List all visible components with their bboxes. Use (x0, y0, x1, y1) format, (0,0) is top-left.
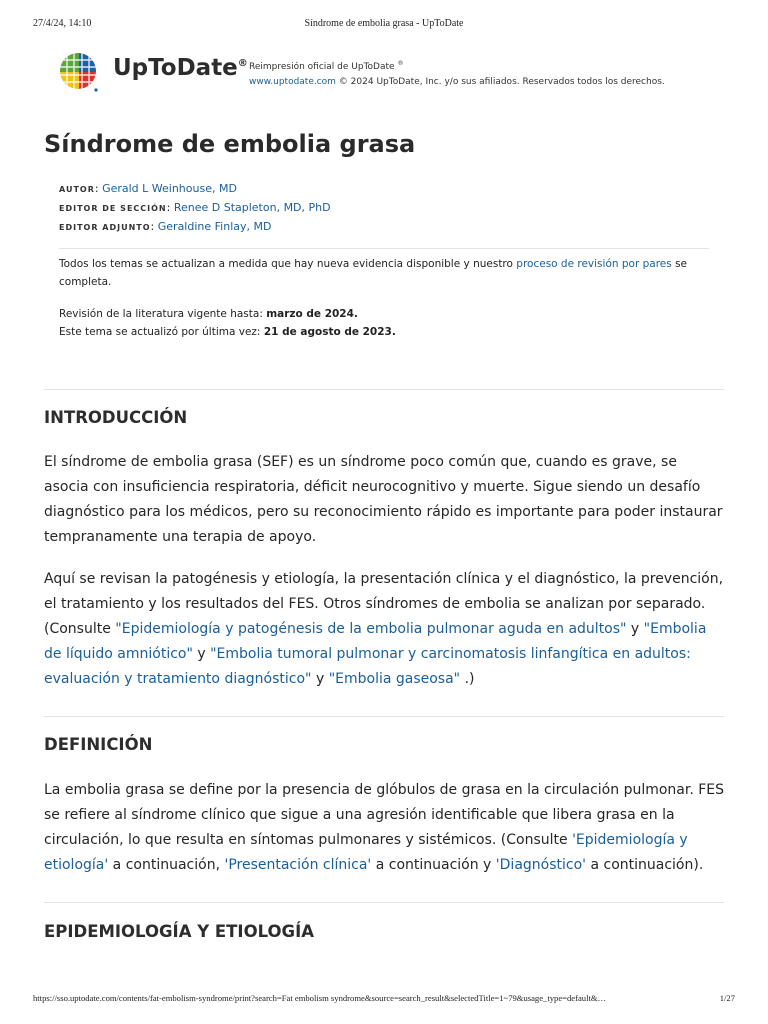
brand-name: UpToDate® (113, 55, 248, 81)
credit-role: AUTOR (59, 185, 95, 194)
section-heading-definition: DEFINICIÓN (44, 735, 153, 754)
print-footer (33, 993, 735, 1007)
article-title: Síndrome de embolia grasa (44, 130, 416, 158)
credit-author: AUTOR: Gerald L Weinhouse, MD (59, 182, 237, 195)
credit-role: EDITOR ADJUNTO (59, 223, 151, 232)
literature-review-date: Revisión de la literatura vigente hasta: marzo de 2024. (59, 308, 358, 320)
article-credits (59, 180, 331, 237)
print-header (33, 18, 735, 32)
reprint-notice (249, 56, 665, 90)
section-heading-intro: INTRODUCCIÓN (44, 408, 188, 427)
section-divider (44, 902, 724, 903)
section-divider (44, 716, 724, 717)
link-diagnosis-section[interactable]: 'Diagnóstico' (495, 857, 587, 873)
intro-paragraph-2: Aquí se revisan la patogénesis y etiología, la presentación clínica y el diagnóstico, la prevención, el tratamiento y los resultados del FES. Otros síndromes de embolia se analizan por separado. (Consulte "Epidemiología y patogénesis de la embolia pulmonar aguda en adultos" y "Embolia de líquido amniótico" y "Embolia tumoral pulmonar y carcinomatosis linfangítica en adultos: evaluación y tratamiento diagnóstico" y "Embolia gaseosa" .) (44, 571, 724, 687)
print-url: https://sso.uptodate.com/contents/fat-embolism-syndrome/print?search=Fat embolism syndrome&source=search_result&selectedTitle=1~79&usage_type=default&… (33, 993, 607, 1003)
link-tumor-embolism[interactable]: "Embolia tumoral pulmonar y carcinomatosis linfangítica en adultos: evaluación y tratamiento diagnóstico" (44, 646, 691, 687)
section-editor-link[interactable]: Renee D Stapleton, MD, PhD (173, 201, 331, 214)
reprint-reg-mark: ® (397, 60, 404, 67)
registered-mark: ® (237, 58, 248, 69)
print-page-title: Síndrome de embolia grasa - UpToDate (304, 18, 464, 29)
deputy-editor-link[interactable]: Geraldine Finlay, MD (157, 220, 272, 233)
reprint-text: Reimpresión oficial de UpToDate (249, 62, 395, 72)
uptodate-logo-icon (59, 52, 99, 92)
author-link[interactable]: Gerald L Weinhouse, MD (102, 182, 237, 195)
section-divider (44, 389, 724, 390)
copyright-text: © 2024 UpToDate, Inc. y/o sus afiliados. Reservados todos los derechos. (335, 77, 665, 87)
credit-section-editor: EDITOR DE SECCIÓN: Renee D Stapleton, MD, PhD (59, 201, 331, 214)
review-dates (59, 306, 396, 341)
link-amniotic-fluid-embolism[interactable]: "Embolia de líquido amniótico" (44, 621, 707, 662)
section-heading-epidemiology: EPIDEMIOLOGÍA Y ETIOLOGÍA (44, 922, 314, 941)
last-updated-date: Este tema se actualizó por última vez: 21 de agosto de 2023. (59, 325, 396, 338)
link-pulmonary-embolism[interactable]: "Epidemiología y patogénesis de la embolia pulmonar aguda en adultos" (115, 621, 627, 637)
print-datetime: 27/4/24, 14:10 (33, 18, 92, 29)
peer-review-link[interactable]: proceso de revisión por pares (516, 258, 672, 270)
link-clinical-presentation-section[interactable]: 'Presentación clínica' (224, 857, 372, 873)
update-notice: Todos los temas se actualizan a medida que hay nueva evidencia disponible y nuestro proceso de revisión por pares se completa. (59, 258, 688, 288)
site-link[interactable]: www.uptodate.com (249, 77, 336, 87)
link-epidemiology-section[interactable]: 'Epidemiología y etiología' (44, 832, 688, 873)
credit-role: EDITOR DE SECCIÓN (59, 204, 167, 213)
credit-deputy-editor: EDITOR ADJUNTO: Geraldine Finlay, MD (59, 220, 272, 233)
link-gas-embolism[interactable]: "Embolia gaseosa" (328, 671, 461, 687)
credits-divider (59, 248, 709, 249)
page-number: 1/27 (719, 993, 735, 1003)
intro-paragraph-1: El síndrome de embolia grasa (SEF) es un síndrome poco común que, cuando es grave, se asocia con insuficiencia respiratoria, déficit neurocognitivo y muerte. Sigue siendo un desafío diagnóstico para los médicos, pero su reconocimiento rápido es importante para poder instaurar tempranamente una terapia de apoyo. (44, 454, 723, 545)
definition-paragraph: La embolia grasa se define por la presencia de glóbulos de grasa en la circulación pulmonar. FES se refiere al síndrome clínico que sigue a una agresión identificable que libera grasa en la circulación, lo que resulta en síntomas pulmonares y sistémicos. (Consulte 'Epidemiología y etiología' a continuación, 'Presentación clínica' a continuación y 'Diagnóstico' a continuación). (44, 782, 725, 873)
